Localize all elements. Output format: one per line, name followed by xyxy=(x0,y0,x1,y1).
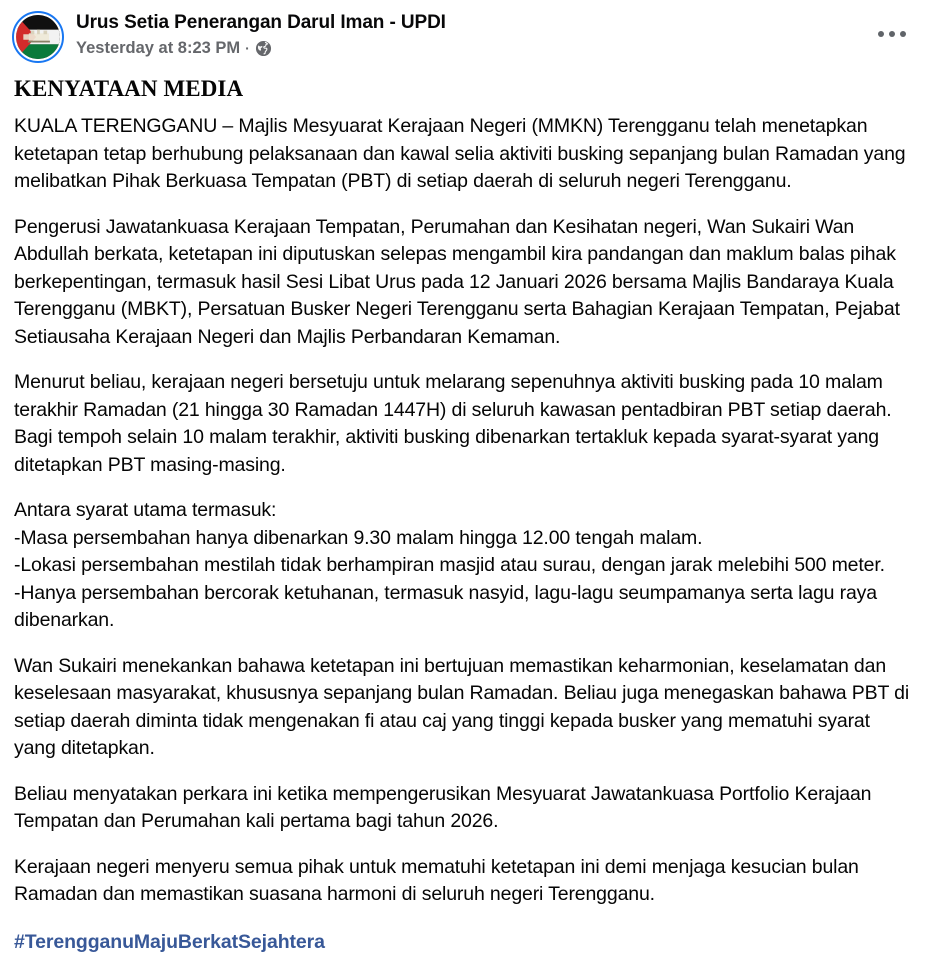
post-meta xyxy=(76,38,446,58)
hashtag-link[interactable]: #TerengganuMajuBerkatSejahtera xyxy=(14,930,325,953)
post-paragraph: Beliau menyatakan perkara ini ketika mempengerusikan Mesyuarat Jawatankuasa Portfolio Kerajaan Tempatan dan Perumahan kali pertama bagi tahun 2026. xyxy=(14,782,872,832)
meta-separator: · xyxy=(245,40,250,56)
avatar[interactable] xyxy=(12,11,64,63)
conditions-intro: Antara syarat utama termasuk: xyxy=(14,499,277,521)
post-paragraph: Pengerusi Jawatankuasa Kerajaan Tempatan, Perumahan dan Kesihatan negeri, Wan Sukairi Wan Abdullah berkata, ketetapan ini diputuskan selepas mengambil kira pandangan dan maklum balas pihak berkepentingan, termasuk hasil Sesi Libat Urus pada 12 Januari 2026 bersama Majlis Bandaraya Kuala Terengganu (MBKT), Persatuan Busker Negeri Terengganu serta Bahagian Kerajaan Tempatan, Pejabat Setiausaha Kerajaan Negeri dan Majlis Perbandaran Kemaman. xyxy=(14,215,900,348)
author-name[interactable]: Urus Setia Penerangan Darul Iman - UPDI xyxy=(76,12,446,33)
post-heading: KENYATAAN MEDIA xyxy=(14,76,244,101)
condition-item: -Hanya persembahan bercorak ketuhanan, termasuk nasyid, lagu-lagu seumpamanya serta lagu raya dibenarkan. xyxy=(14,581,877,631)
post-header xyxy=(0,0,926,67)
ellipsis-icon-dot-3 xyxy=(900,31,906,37)
post-timestamp[interactable]: Yesterday at 8:23 PM xyxy=(76,39,241,57)
post-options-button[interactable] xyxy=(872,14,912,54)
globe-icon[interactable] xyxy=(255,40,272,57)
condition-item: -Lokasi persembahan mestilah tidak berhampiran masjid atau surau, dengan jarak melebihi 500 meter. xyxy=(14,554,885,576)
post-paragraph: KUALA TERENGGANU – Majlis Mesyuarat Kerajaan Negeri (MMKN) Terengganu telah menetapkan ketetapan tetap berhubung pelaksanaan dan kawal selia aktiviti busking sepanjang bulan Ramadan yang melibatkan Pihak Berkuasa Tempatan (PBT) di setiap daerah di seluruh negeri Terengganu. xyxy=(14,115,906,192)
condition-item: -Masa persembahan hanya dibenarkan 9.30 malam hingga 12.00 tengah malam. xyxy=(14,526,703,549)
ellipsis-icon-dot-1 xyxy=(878,31,884,37)
post-paragraph: Kerajaan negeri menyeru semua pihak untuk mematuhi ketetapan ini demi menjaga kesucian bulan Ramadan dan memastikan suasana harmoni di seluruh negeri Terengganu. xyxy=(14,855,859,905)
ellipsis-icon-dot-2 xyxy=(889,31,895,37)
post-body xyxy=(0,67,926,956)
post-conditions-block xyxy=(14,497,912,635)
palestine-flag-avatar-icon xyxy=(16,15,60,59)
post-paragraph: Wan Sukairi menekankan bahawa ketetapan ini bertujuan memastikan keharmonian, keselamatan dan keselesaan masyarakat, khususnya sepanjang bulan Ramadan. Beliau juga menegaskan bahawa PBT di setiap daerah diminta tidak mengenakan fi atau caj yang tinggi kepada busker yang mematuhi syarat yang ditetapkan. xyxy=(14,654,910,759)
post-paragraph: Menurut beliau, kerajaan negeri bersetuju untuk melarang sepenuhnya aktiviti busking pada 10 malam terakhir Ramadan (21 hingga 30 Ramadan 1447H) di seluruh kawasan pentadbiran PBT setiap daerah. Bagi tempoh selain 10 malam terakhir, aktiviti busking dibenarkan tertakluk kepada syarat-syarat yang ditetapkan PBT masing-masing. xyxy=(14,371,892,476)
post-header-text xyxy=(76,10,446,58)
